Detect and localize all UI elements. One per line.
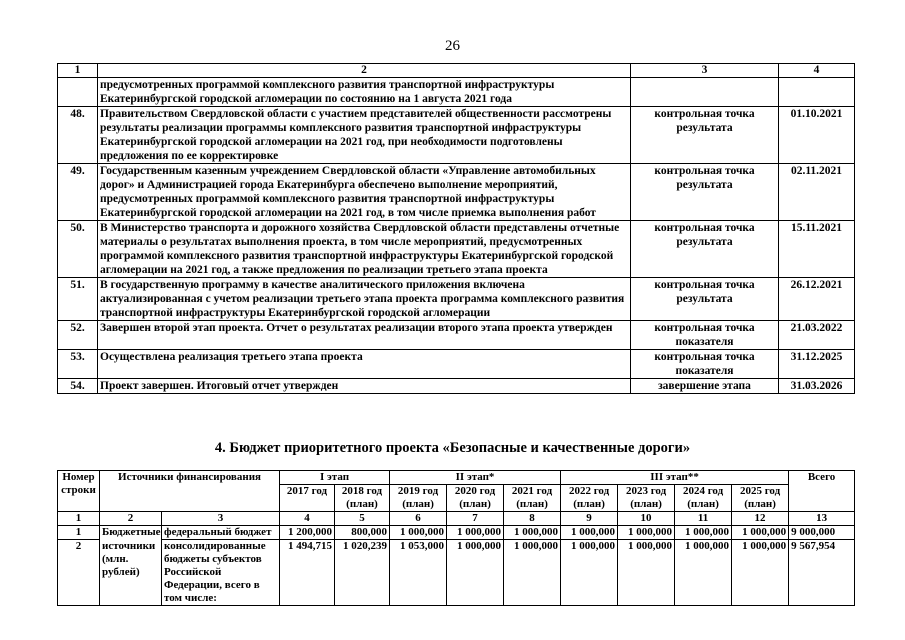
table-row [58,350,855,379]
row-number: 49. [58,164,98,221]
header-cell: 2 [98,64,631,78]
column-number: 2 [100,512,162,526]
year-header: 2022 год (план) [561,485,618,512]
column-number: 10 [618,512,675,526]
budget-header-row [58,471,855,485]
row-type: контрольная точка результата [631,107,779,164]
row-number-header: Номер строки [58,471,100,512]
row-type: контрольная точка показателя [631,350,779,379]
budget-table [57,470,855,606]
budget-section-title: 4. Бюджет приоритетного проекта «Безопасные и качественные дороги» [214,440,691,456]
budget-value: 1 000,000 [390,526,447,540]
sources-header: Источники финансирования [100,471,280,512]
budget-value: 1 000,000 [618,540,675,606]
column-number: 9 [561,512,618,526]
stage2-header: II этап* [390,471,561,485]
row-date: 01.10.2021 [779,107,855,164]
row-number: 52. [58,321,98,350]
column-number: 7 [447,512,504,526]
row-number: 50. [58,221,98,278]
budget-total: 9 567,954 [789,540,855,606]
column-number: 12 [732,512,789,526]
row-description: предусмотренных программой комплексного развития транспортной инфраструктуры Екатеринбургской городской агломерации по состоянию на 1 августа 2021 года [98,78,631,107]
row-number: 48. [58,107,98,164]
header-cell: 1 [58,64,98,78]
row-date: 26.12.2021 [779,278,855,321]
row-type: контрольная точка результата [631,164,779,221]
row-description: Осуществлена реализация третьего этапа проекта [98,350,631,379]
row-type [631,78,779,107]
column-number: 6 [390,512,447,526]
budget-value: 1 000,000 [675,526,732,540]
budget-value: 1 000,000 [447,526,504,540]
milestones-table [57,63,855,394]
table-row [58,78,855,107]
year-header: 2024 год (план) [675,485,732,512]
budget-row [58,526,855,540]
budget-group-label: Бюджетные [100,526,162,540]
total-header: Всего [789,471,855,512]
row-type: контрольная точка результата [631,221,779,278]
row-number: 54. [58,379,98,394]
budget-value: 1 000,000 [675,540,732,606]
budget-value: 1 000,000 [618,526,675,540]
budget-source: федеральный бюджет [162,526,280,540]
row-description: В государственную программу в качестве аналитического приложения включена актуализированная с учетом реализации третьего этапа проекта программа комплексного развития транспортной инфраструктуры Екатеринбургской городской агломерации [98,278,631,321]
row-description: Государственным казенным учреждением Свердловской области «Управление автомобильных дорог» и Администрацией города Екатеринбурга обеспечено выполнение мероприятий, предусмотренных программой комплексного развития транспортной инфраструктуры Екатеринбургской городской агломерации на 2021 год, в том числе приемка выполнения работ [98,164,631,221]
budget-source: консолидированные бюджеты субъектов Российской Федерации, всего в том числе: [162,540,280,606]
year-header: 2025 год (план) [732,485,789,512]
year-header: 2021 год (план) [504,485,561,512]
budget-value: 1 000,000 [504,526,561,540]
budget-value: 1 020,239 [335,540,390,606]
budget-total: 9 000,000 [789,526,855,540]
row-date: 02.11.2021 [779,164,855,221]
budget-value: 1 000,000 [732,540,789,606]
column-number: 13 [789,512,855,526]
row-number: 53. [58,350,98,379]
row-description: Правительством Свердловской области с участием представителей общественности рассмотрены результаты реализации программы комплексного развития транспортной инфраструктуры Екатеринбургской городской агломерации на 2021 год, при необходимости подготовлены предложения по ее корректировке [98,107,631,164]
budget-value: 800,000 [335,526,390,540]
budget-row-number: 2 [58,540,100,606]
column-numbers-row [58,512,855,526]
row-description: Завершен второй этап проекта. Отчет о результатах реализации второго этапа проекта утвержден [98,321,631,350]
budget-row-number: 1 [58,526,100,540]
budget-row [58,540,855,606]
column-number: 1 [58,512,100,526]
budget-value: 1 200,000 [280,526,335,540]
table-row [58,321,855,350]
row-date: 15.11.2021 [779,221,855,278]
row-number: 51. [58,278,98,321]
table-row [58,107,855,164]
column-number: 4 [280,512,335,526]
row-date [779,78,855,107]
page-number: 26 [445,38,460,54]
table-row [58,221,855,278]
header-cell: 4 [779,64,855,78]
column-number: 8 [504,512,561,526]
column-number: 3 [162,512,280,526]
row-date: 31.03.2026 [779,379,855,394]
row-date: 31.12.2025 [779,350,855,379]
stage3-header: III этап** [561,471,789,485]
budget-value: 1 000,000 [447,540,504,606]
budget-value: 1 053,000 [390,540,447,606]
budget-group-label: источники (млн. рублей) [100,540,162,606]
stage1-header: I этап [280,471,390,485]
row-type: контрольная точка показателя [631,321,779,350]
milestones-header-row [58,64,855,78]
budget-value: 1 000,000 [561,526,618,540]
header-cell: 3 [631,64,779,78]
year-header: 2023 год (план) [618,485,675,512]
budget-value: 1 000,000 [504,540,561,606]
table-row [58,379,855,394]
budget-value: 1 494,715 [280,540,335,606]
table-row [58,278,855,321]
row-date: 21.03.2022 [779,321,855,350]
budget-value: 1 000,000 [561,540,618,606]
year-header: 2017 год [280,485,335,512]
column-number: 5 [335,512,390,526]
row-description: Проект завершен. Итоговый отчет утвержден [98,379,631,394]
budget-value: 1 000,000 [732,526,789,540]
year-header: 2019 год (план) [390,485,447,512]
column-number: 11 [675,512,732,526]
year-header: 2018 год (план) [335,485,390,512]
year-header: 2020 год (план) [447,485,504,512]
row-type: завершение этапа [631,379,779,394]
row-type: контрольная точка результата [631,278,779,321]
table-row [58,164,855,221]
row-description: В Министерство транспорта и дорожного хозяйства Свердловской области представлены отчетные материалы о результатах выполнения проекта, в том числе мероприятий, предусмотренных программой комплексного развития транспортной инфраструктуры Екатеринбургской городской агломерации на 2021 год, а также предложения по реализации третьего этапа проекта [98,221,631,278]
row-number [58,78,98,107]
